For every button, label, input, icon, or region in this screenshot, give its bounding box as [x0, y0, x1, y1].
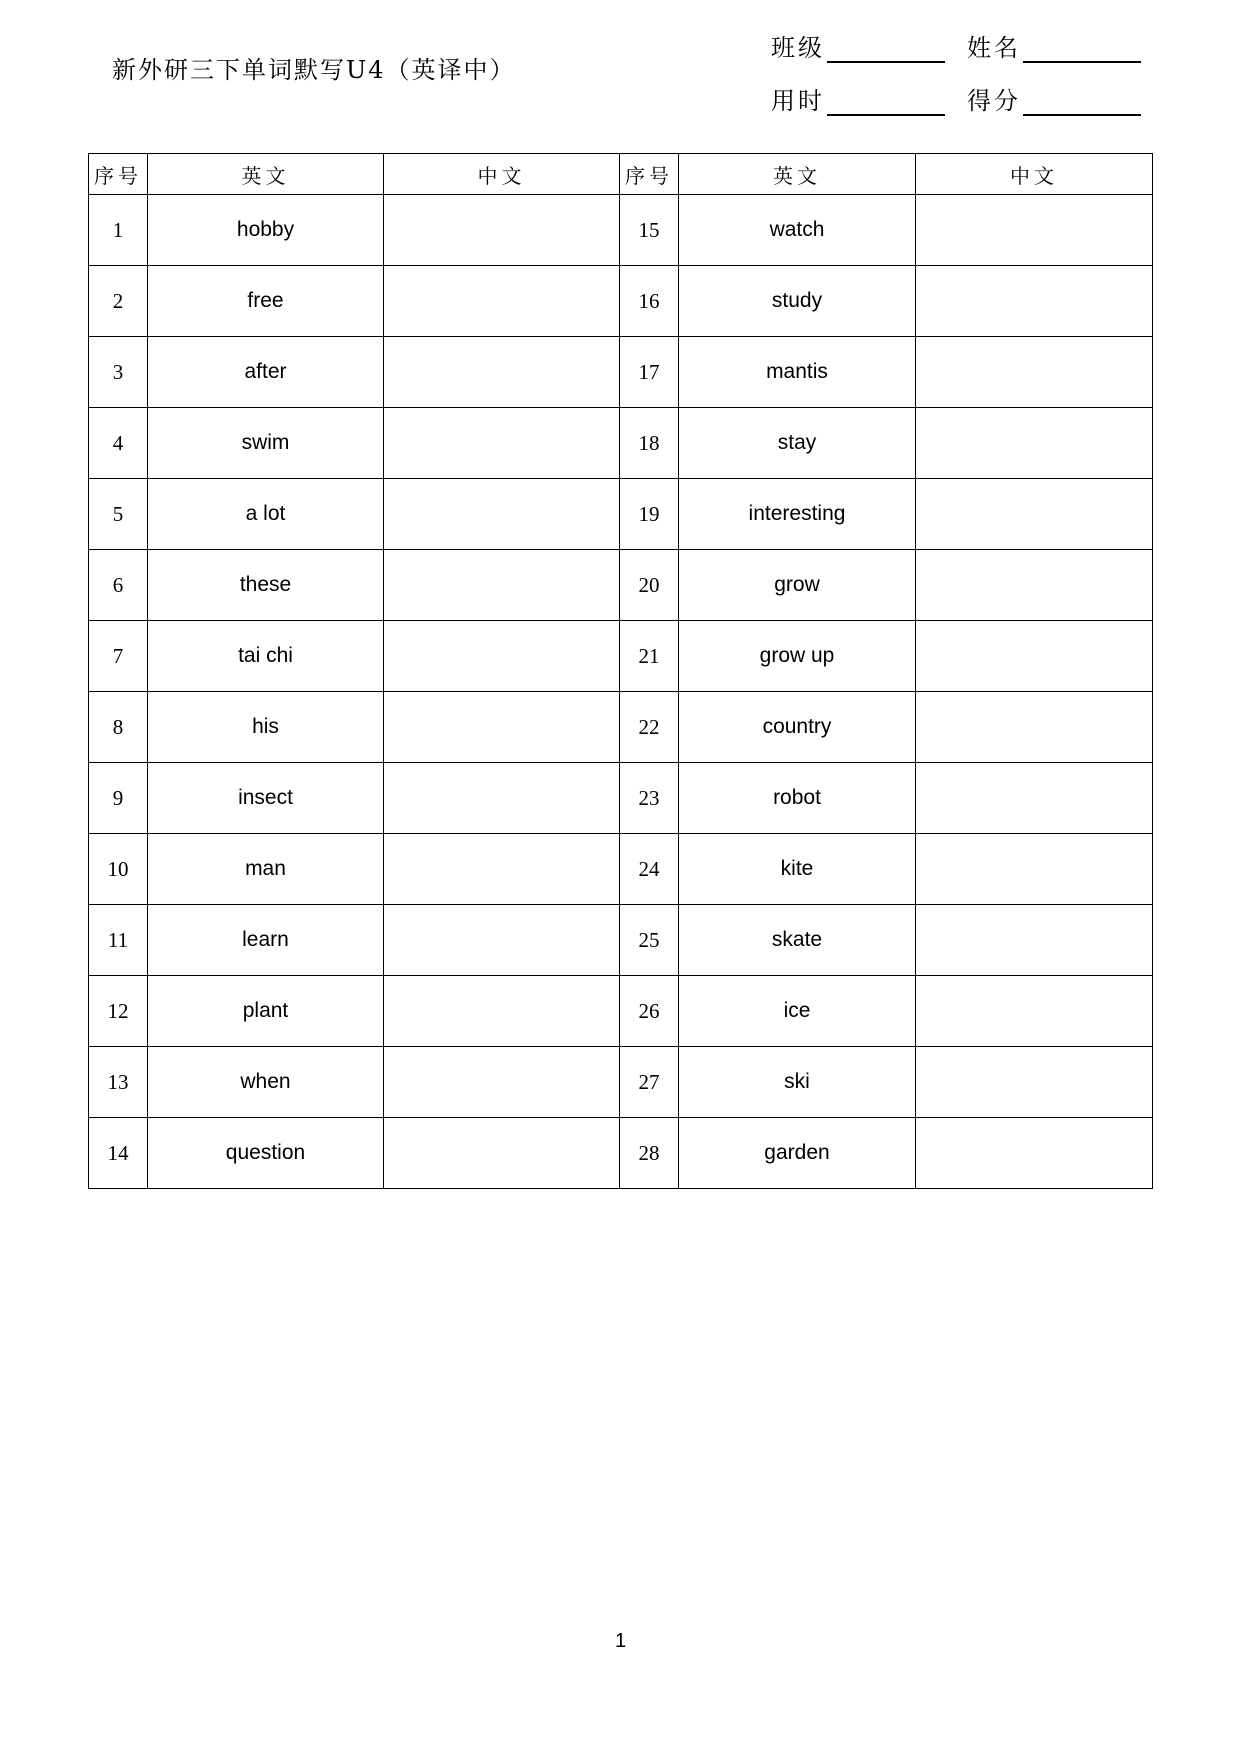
right-english-cell: mantis [679, 337, 916, 408]
left-chinese-answer-cell[interactable] [384, 621, 620, 692]
score-blank[interactable] [1023, 92, 1141, 116]
score-label: 得分 [967, 87, 1021, 115]
right-chinese-answer-cell[interactable] [916, 763, 1153, 834]
left-chinese-answer-cell[interactable] [384, 266, 620, 337]
right-number-cell: 20 [620, 550, 679, 621]
right-number-cell: 23 [620, 763, 679, 834]
right-chinese-answer-cell[interactable] [916, 266, 1153, 337]
left-english-cell: plant [148, 976, 384, 1047]
table-row [89, 550, 1153, 621]
right-chinese-answer-cell[interactable] [916, 408, 1153, 479]
right-number-cell: 18 [620, 408, 679, 479]
left-english-cell: man [148, 834, 384, 905]
class-field [771, 28, 967, 63]
header-chinese-right: 中文 [916, 154, 1153, 195]
table-row [89, 834, 1153, 905]
right-english-cell: grow [679, 550, 916, 621]
table-row [89, 621, 1153, 692]
table-row [89, 408, 1153, 479]
right-english-cell: garden [679, 1118, 916, 1189]
table-row [89, 1047, 1153, 1118]
left-english-cell: when [148, 1047, 384, 1118]
table-row [89, 692, 1153, 763]
right-english-cell: ski [679, 1047, 916, 1118]
time-label: 用时 [771, 87, 825, 115]
left-chinese-answer-cell[interactable] [384, 1118, 620, 1189]
header-chinese-left: 中文 [384, 154, 620, 195]
right-english-cell: study [679, 266, 916, 337]
left-english-cell: these [148, 550, 384, 621]
right-number-cell: 26 [620, 976, 679, 1047]
left-number-cell: 3 [89, 337, 148, 408]
page-number: 1 [614, 1630, 627, 1652]
left-number-cell: 12 [89, 976, 148, 1047]
left-number-cell: 13 [89, 1047, 148, 1118]
left-chinese-answer-cell[interactable] [384, 976, 620, 1047]
left-chinese-answer-cell[interactable] [384, 408, 620, 479]
table-row [89, 266, 1153, 337]
table-row [89, 763, 1153, 834]
right-english-cell: ice [679, 976, 916, 1047]
class-label: 班级 [771, 34, 825, 62]
left-chinese-answer-cell[interactable] [384, 692, 620, 763]
header-english-right: 英文 [679, 154, 916, 195]
left-number-cell: 9 [89, 763, 148, 834]
name-field [967, 28, 1163, 63]
right-number-cell: 15 [620, 195, 679, 266]
right-chinese-answer-cell[interactable] [916, 976, 1153, 1047]
right-number-cell: 25 [620, 905, 679, 976]
left-number-cell: 6 [89, 550, 148, 621]
table-header-row [89, 154, 1153, 195]
header-number-left: 序号 [89, 154, 148, 195]
table-body [89, 195, 1153, 1189]
left-english-cell: learn [148, 905, 384, 976]
left-english-cell: a lot [148, 479, 384, 550]
left-english-cell: hobby [148, 195, 384, 266]
right-english-cell: watch [679, 195, 916, 266]
right-chinese-answer-cell[interactable] [916, 905, 1153, 976]
right-number-cell: 17 [620, 337, 679, 408]
right-chinese-answer-cell[interactable] [916, 834, 1153, 905]
right-english-cell: skate [679, 905, 916, 976]
right-number-cell: 21 [620, 621, 679, 692]
left-number-cell: 10 [89, 834, 148, 905]
left-english-cell: tai chi [148, 621, 384, 692]
left-chinese-answer-cell[interactable] [384, 550, 620, 621]
class-blank[interactable] [827, 39, 945, 63]
right-number-cell: 27 [620, 1047, 679, 1118]
score-field [967, 81, 1163, 116]
left-english-cell: question [148, 1118, 384, 1189]
time-blank[interactable] [827, 92, 945, 116]
right-english-cell: country [679, 692, 916, 763]
left-english-cell: his [148, 692, 384, 763]
left-number-cell: 2 [89, 266, 148, 337]
left-chinese-answer-cell[interactable] [384, 479, 620, 550]
left-number-cell: 8 [89, 692, 148, 763]
table-row [89, 479, 1153, 550]
right-number-cell: 19 [620, 479, 679, 550]
right-english-cell: interesting [679, 479, 916, 550]
right-number-cell: 16 [620, 266, 679, 337]
info-row-top [771, 28, 1163, 81]
left-english-cell: after [148, 337, 384, 408]
time-field [771, 81, 967, 116]
right-chinese-answer-cell[interactable] [916, 1118, 1153, 1189]
left-number-cell: 14 [89, 1118, 148, 1189]
left-number-cell: 11 [89, 905, 148, 976]
left-english-cell: free [148, 266, 384, 337]
right-chinese-answer-cell[interactable] [916, 337, 1153, 408]
left-chinese-answer-cell[interactable] [384, 834, 620, 905]
left-english-cell: swim [148, 408, 384, 479]
left-number-cell: 5 [89, 479, 148, 550]
right-chinese-answer-cell[interactable] [916, 195, 1153, 266]
left-number-cell: 7 [89, 621, 148, 692]
right-english-cell: stay [679, 408, 916, 479]
left-chinese-answer-cell[interactable] [384, 1047, 620, 1118]
table-row [89, 337, 1153, 408]
vocabulary-table [88, 153, 1153, 1189]
right-english-cell: grow up [679, 621, 916, 692]
right-chinese-answer-cell[interactable] [916, 621, 1153, 692]
right-chinese-answer-cell[interactable] [916, 692, 1153, 763]
header-english-left: 英文 [148, 154, 384, 195]
right-number-cell: 22 [620, 692, 679, 763]
right-number-cell: 24 [620, 834, 679, 905]
left-chinese-answer-cell[interactable] [384, 763, 620, 834]
worksheet-title: 新外研三下单词默写U4（英译中） [112, 56, 516, 84]
table-row [89, 1118, 1153, 1189]
header-number-right: 序号 [620, 154, 679, 195]
student-info [771, 28, 1163, 134]
right-english-cell: kite [679, 834, 916, 905]
left-chinese-answer-cell[interactable] [384, 905, 620, 976]
left-number-cell: 4 [89, 408, 148, 479]
left-chinese-answer-cell[interactable] [384, 195, 620, 266]
name-label: 姓名 [967, 34, 1021, 62]
right-english-cell: robot [679, 763, 916, 834]
name-blank[interactable] [1023, 39, 1141, 63]
table-row [89, 976, 1153, 1047]
right-chinese-answer-cell[interactable] [916, 550, 1153, 621]
table-row [89, 905, 1153, 976]
right-chinese-answer-cell[interactable] [916, 479, 1153, 550]
left-number-cell: 1 [89, 195, 148, 266]
left-english-cell: insect [148, 763, 384, 834]
right-chinese-answer-cell[interactable] [916, 1047, 1153, 1118]
right-number-cell: 28 [620, 1118, 679, 1189]
table-row [89, 195, 1153, 266]
left-chinese-answer-cell[interactable] [384, 337, 620, 408]
info-row-bottom [771, 81, 1163, 134]
